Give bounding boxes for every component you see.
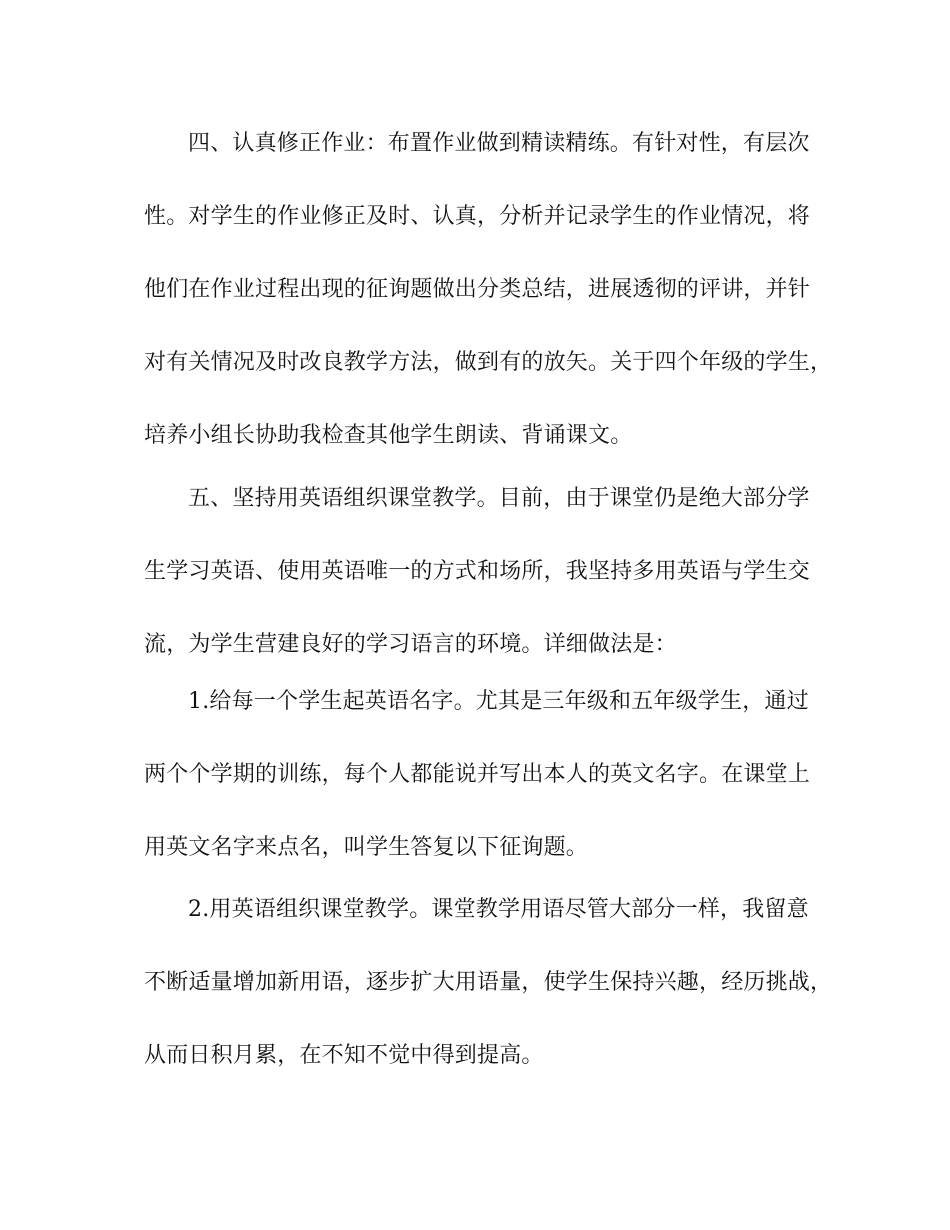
text-line: 对有关情况及时改良教学方法，做到有的放矢。关于四个年级的学生， <box>144 350 833 375</box>
text-line: 1.给每一个学生起英语名字。尤其是三年级和五年级学生，通过 <box>188 689 809 714</box>
text-line: 两个个学期的训练，每个人都能说并写出本人的英文名字。在课堂上 <box>144 762 811 787</box>
text-line: 五、坚持用英语组织课堂教学。目前，由于课堂仍是绝大部分学 <box>188 486 810 511</box>
text-line: 培养小组长协助我检查其他学生朗读、背诵课文。 <box>144 423 633 448</box>
text-line: 从而日积月累，在不知不觉中得到提高。 <box>144 1043 544 1068</box>
text-line: 四、认真修正作业：布置作业做到精读精练。有针对性，有层次 <box>188 131 810 156</box>
text-line: 2.用英语组织课堂教学。课堂教学用语尽管大部分一样，我留意 <box>188 897 809 922</box>
text-line: 性。对学生的作业修正及时、认真，分析并记录学生的作业情况，将 <box>144 204 811 229</box>
text-line: 生学习英语、使用英语唯一的方式和场所，我坚持多用英语与学生交 <box>144 559 811 584</box>
text-line: 流，为学生营建良好的学习语言的环境。详细做法是： <box>144 632 677 657</box>
text-line: 用英文名字来点名，叫学生答复以下征询题。 <box>144 835 589 860</box>
text-line: 不断适量增加新用语，逐步扩大用语量，使学生保持兴趣，经历挑战， <box>144 970 833 995</box>
text-line: 他们在作业过程出现的征询题做出分类总结，进展透彻的评讲，并针 <box>144 277 811 302</box>
